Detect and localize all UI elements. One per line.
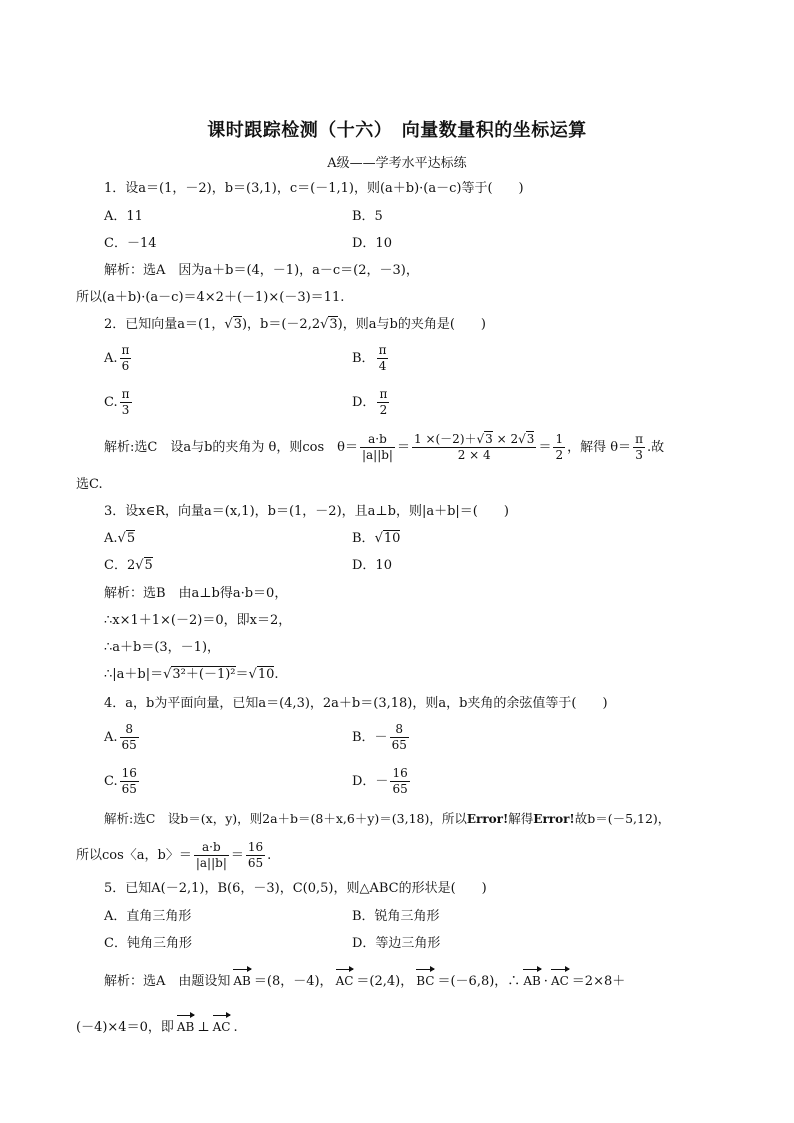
- page-title: 课时跟踪检测（十六） 向量数量积的坐标运算: [207, 120, 587, 141]
- q1-stem: 1．设a＝(1，－2)，b＝(3,1)，c＝(－1,1)，则(a＋b)·(a－c)等于( ): [104, 181, 524, 196]
- q5-solution-line1: 解析：选A 由题设知 AB ＝(8，－4)， AC ＝(2,4)， BC ＝(－6,8)，∴ AB · AC ＝2×8＋: [104, 966, 625, 991]
- q2-option-a: A. $\frac{\pi}{6}$: [104, 343, 130, 373]
- q3-solution-line2: ∴x×1＋1×(－2)＝0，即x＝2，: [104, 613, 292, 628]
- vector-ac: AC: [551, 966, 569, 990]
- q5-option-a: A．直角三角形: [104, 909, 192, 924]
- q4-option-d: D．－ $\frac{16}{65}$: [352, 766, 408, 796]
- q1-solution-line2: 所以(a＋b)·(a－c)＝4×2＋(－1)×(－3)＝11.: [76, 290, 345, 305]
- q2-option-b: B． $\frac{\pi}{4}$: [352, 343, 387, 373]
- vector-ac: AC: [213, 1012, 231, 1036]
- q4-option-a: A. $\frac{8}{65}$: [104, 722, 137, 752]
- q5-stem: 5．已知A(－2,1)，B(6，－3)，C(0,5)，则△ABC的形状是( ): [104, 881, 487, 896]
- q4-option-b: B．－ $\frac{8}{65}$: [352, 722, 407, 752]
- q1-option-d: D．10: [352, 236, 392, 251]
- vector-ac: AC: [336, 966, 354, 990]
- q5-option-b: B．锐角三角形: [352, 909, 440, 924]
- q2-solution-line1: 解析:选C 设a与b的夹角为 θ，则cos θ＝ $\frac{a\cdot b}{|a||b|}$ ＝ $\frac{1 \times(-2)+√3 \times 2√3}{2 \times 4}$ ＝ $\frac{1}{2}$ ，解得 θ＝ $\frac{\pi}{3}$ .故: [104, 432, 665, 462]
- q1-option-c: C．－14: [104, 236, 157, 251]
- q1-option-a: A．11: [104, 209, 143, 224]
- q1-option-b: B．5: [352, 209, 383, 224]
- vector-bc: BC: [416, 966, 434, 990]
- q3-option-d: D．10: [352, 558, 392, 573]
- q4-option-c: C. $\frac{16}{65}$: [104, 766, 137, 796]
- q2-stem: 2．已知向量a＝(1，√3)，b＝(－2,2√3)，则a与b的夹角是( ): [104, 317, 486, 332]
- q4-solution-line1: 解析:选C 设b＝(x，y)，则2a＋b＝(8＋x,6＋y)＝(3,18)，所以Error!解得Error!故b＝(－5,12)，: [104, 811, 671, 826]
- q5-option-d: D．等边三角形: [352, 936, 441, 951]
- q3-solution-line3: ∴a＋b＝(3，－1)，: [104, 640, 221, 655]
- q4-solution-line2: 所以cos〈a，b〉＝ $\frac{a\cdot b}{|a||b|}$ ＝ $\frac{16}{65}$ .: [76, 840, 272, 870]
- q4-stem: 4．a，b为平面向量，已知a＝(4,3)，2a＋b＝(3,18)，则a，b夹角的余弦值等于( ): [104, 696, 608, 711]
- q3-option-a: A.√5: [104, 531, 136, 546]
- q3-solution-line1: 解析：选B 由a⊥b得a·b＝0，: [104, 586, 288, 601]
- vector-ab: AB: [177, 1012, 194, 1036]
- vector-ab: AB: [233, 966, 250, 990]
- q3-option-c: C．2√5: [104, 558, 153, 573]
- q2-option-d: D． $\frac{\pi}{2}$: [352, 387, 388, 417]
- q5-solution-line2: (－4)×4＝0，即 AB ⊥ AC .: [76, 1012, 238, 1037]
- q2-solution-line2: 选C.: [76, 477, 103, 492]
- vector-ab: AB: [523, 966, 540, 990]
- q1-solution-line1: 解析：选A 因为a＋b＝(4，－1)，a－c＝(2，－3)，: [104, 263, 419, 278]
- q2-option-c: C. $\frac{\pi}{3}$: [104, 387, 130, 417]
- section-subtitle: A级——学考水平达标练: [327, 156, 467, 171]
- q3-stem: 3．设x∈R，向量a＝(x,1)，b＝(1，－2)，且a⊥b，则|a＋b|＝( ): [104, 504, 509, 519]
- q3-option-b: B．√10: [352, 531, 401, 546]
- q5-option-c: C．钝角三角形: [104, 936, 192, 951]
- q3-solution-line4: ∴|a＋b|＝√3²＋(－1)²＝√10.: [104, 667, 279, 682]
